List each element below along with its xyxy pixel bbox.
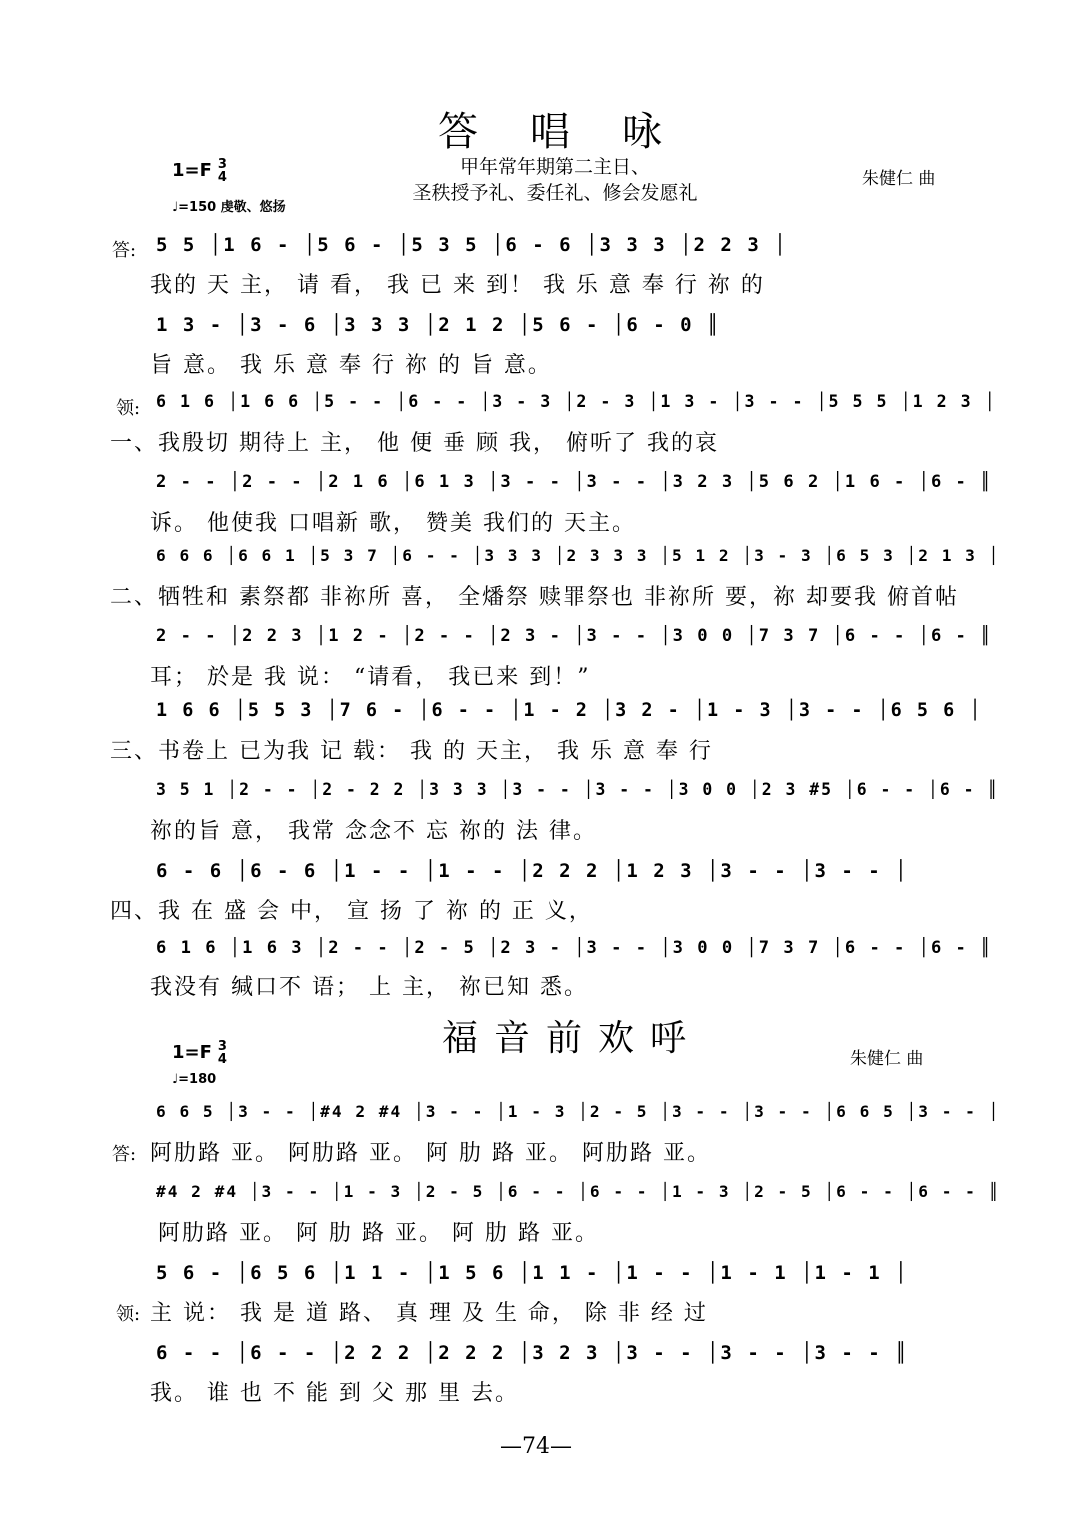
tempo-marking: ♩=180	[172, 1072, 217, 1087]
lyric-line: 我。 谁 也 不 能 到 父 那 里 去。	[150, 1381, 519, 1406]
system-label: 领:	[116, 1304, 141, 1325]
system-label: 答:	[112, 240, 137, 261]
lyric-line: 祢的旨 意， 我常 念念不 忘 祢的 法 律。	[150, 819, 597, 844]
time-signature: 3 4	[217, 157, 227, 185]
lyric-line: 主 说： 我 是 道 路、 真 理 及 生 命， 除 非 经 过	[150, 1301, 708, 1326]
composer: 朱健仁 曲	[862, 169, 936, 189]
system-label: 答:	[112, 1144, 137, 1165]
notation-line: 6 - - │6 - - │2 2 2 │2 2 2 │3 2 3 │3 - - │3 - - │3 - - ║	[156, 1342, 909, 1364]
lyric-line: 我没有 缄口不 语； 上 主， 祢已知 悉。	[150, 975, 588, 1000]
lyric-line: 四、我 在 盛 会 中， 宣 扬 了 祢 的 正 义，	[110, 899, 593, 924]
key-text: 1=F	[172, 1042, 212, 1063]
notation-line: 6 - 6 │6 - 6 │1 - - │1 - - │2 2 2 │1 2 3 │3 - - │3 - - │	[156, 860, 909, 882]
time-signature: 3 4	[217, 1039, 227, 1067]
notation-line: 2 - - │2 2 3 │1 2 - │2 - - │2 3 - │3 - - │3 0 0 │7 3 7 │6 - - │6 - ║	[156, 626, 993, 646]
notation-line: 3 5 1 │2 - - │2 - 2 2 │3 3 3 │3 - - │3 - - │3 0 0 │2 3 #5 │6 - - │6 - ║	[156, 780, 1000, 799]
notation-line: 6 6 5 │3 - - │#4 2 #4 │3 - - │1 - 3 │2 - 5 │3 - - │3 - - │6 6 5 │3 - - │	[156, 1102, 1001, 1121]
composer: 朱健仁 曲	[850, 1049, 924, 1069]
song-title: 答唱咏	[438, 109, 714, 155]
tempo-marking: ♩=150 虔敬、悠扬	[172, 200, 286, 215]
key-signature	[172, 1040, 227, 1066]
lyric-line: 一、我殷切 期待上 主， 他 便 垂 顾 我， 俯听了 我的哀	[110, 431, 719, 456]
song-title: 福音前欢呼	[442, 1018, 703, 1059]
lyric-line: 阿肋路 亚。 阿 肋 路 亚。 阿 肋 路 亚。	[158, 1221, 599, 1246]
lyric-line: 阿肋路 亚。 阿肋路 亚。 阿 肋 路 亚。 阿肋路 亚。	[150, 1141, 711, 1166]
key-signature	[172, 158, 227, 184]
lyric-line: 二、牺牲和 素祭都 非祢所 喜， 全燔祭 赎罪祭也 非祢所 要，祢 却要我 俯首帖	[110, 585, 959, 610]
notation-line: 1 3 - │3 - 6 │3 3 3 │2 1 2 │5 6 - │6 - 0 ║	[156, 314, 721, 336]
lyric-line: 我的 天 主， 请 看， 我 已 来 到！ 我 乐 意 奉 行 祢 的	[150, 273, 765, 298]
notation-line: 6 6 6 │6 6 1 │5 3 7 │6 - - │3 3 3 │2 3 3 3 │5 1 2 │3 - 3 │6 5 3 │2 1 3 │	[156, 546, 1001, 565]
system-label: 领:	[116, 398, 141, 419]
notation-line: #4 2 #4 │3 - - │1 - 3 │2 - 5 │6 - - │6 - - │1 - 3 │2 - 5 │6 - - │6 - - ║	[156, 1182, 1001, 1201]
subtitle-line-2: 圣秩授予礼、委任礼、修会发愿礼	[412, 182, 698, 204]
notation-line: 5 6 - │6 5 6 │1 1 - │1 5 6 │1 1 - │1 - - │1 - 1 │1 - 1 │	[156, 1262, 909, 1284]
notation-line: 1 6 6 │5 5 3 │7 6 - │6 - - │1 - 2 │3 2 - │1 - 3 │3 - - │6 5 6 │	[156, 700, 983, 721]
notation-line: 2 - - │2 - - │2 1 6 │6 1 3 │3 - - │3 - - │3 2 3 │5 6 2 │1 6 - │6 - ║	[156, 472, 993, 492]
lyric-line: 三、书卷上 已为我 记 载： 我 的 天主， 我 乐 意 奉 行	[110, 739, 713, 764]
lyric-line: 耳； 於是 我 说： “请看， 我已来 到！”	[150, 665, 591, 690]
lyric-line: 诉。 他使我 口唱新 歌， 赞美 我们的 天主。	[150, 511, 636, 536]
notation-line: 6 1 6 │1 6 3 │2 - - │2 - 5 │2 3 - │3 - - │3 0 0 │7 3 7 │6 - - │6 - ║	[156, 938, 993, 958]
notation-line: 6 1 6 │1 6 6 │5 - - │6 - - │3 - 3 │2 - 3 │1 3 - │3 - - │5 5 5 │1 2 3 │	[156, 392, 997, 411]
key-text: 1=F	[172, 160, 212, 181]
lyric-line: 旨 意。 我 乐 意 奉 行 祢 的 旨 意。	[150, 353, 552, 378]
page-number: —74—	[500, 1434, 572, 1459]
subtitle-line-1: 甲年常年期第二主日、	[459, 156, 650, 178]
notation-line: 5 5 │1 6 - │5 6 - │5 3 5 │6 - 6 │3 3 3 │2 2 3 │	[156, 234, 788, 256]
